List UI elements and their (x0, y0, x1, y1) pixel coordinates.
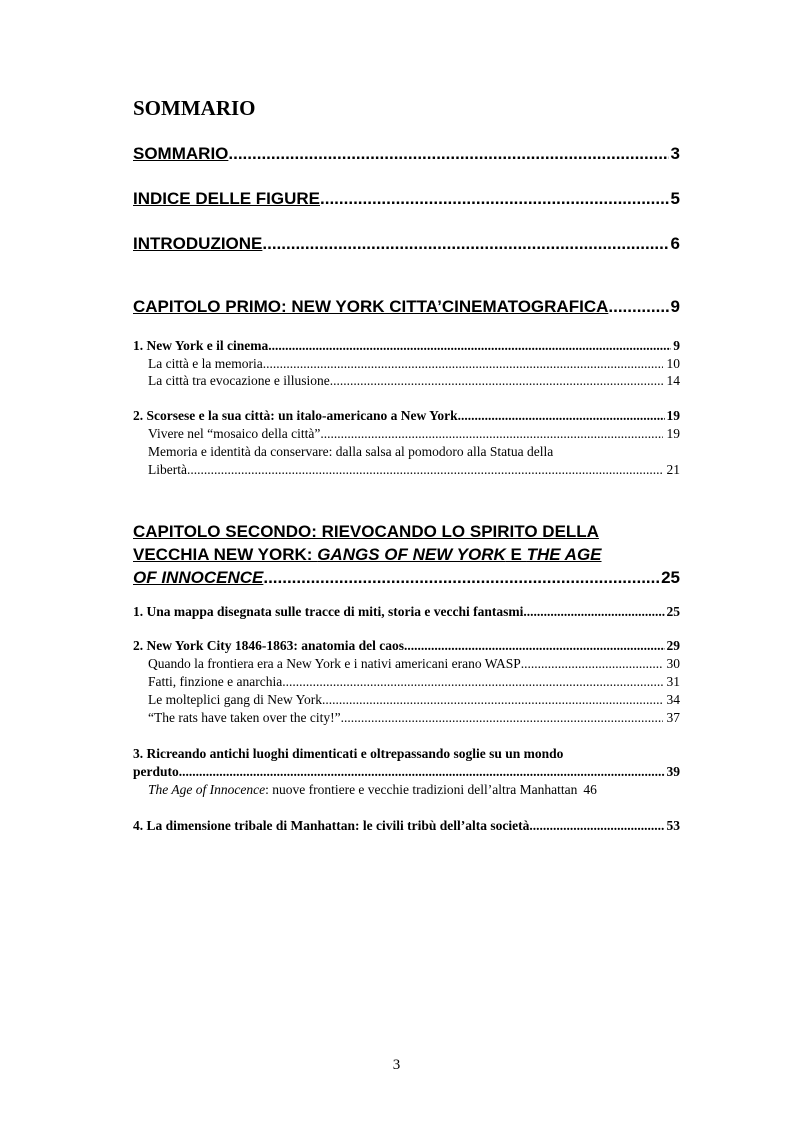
toc-entry-title: La città tra evocazione e illusione (148, 373, 330, 388)
toc-entry-page: 39 (666, 764, 680, 779)
toc-leader-dots (322, 692, 663, 708)
toc-entry-title: perduto (133, 764, 179, 779)
toc-entry-subsection[interactable] (133, 656, 680, 672)
toc-entry-subsection[interactable] (133, 674, 680, 690)
toc-entry-title: 4. La dimensione tribale di Manhattan: le civili tribù dell’alta società (133, 818, 530, 833)
toc-entry-title: Fatti, finzione e anarchia (148, 674, 283, 689)
toc-entry-page: 34 (666, 692, 680, 707)
toc-entry-page: 29 (666, 638, 680, 653)
toc-entry-section-continuation[interactable] (133, 764, 680, 780)
toc-entry-title-italic: GANGS OF NEW YORK (317, 545, 506, 564)
toc-entry-page: 30 (666, 656, 680, 671)
toc-entry-section[interactable] (133, 408, 680, 424)
toc-leader-dots (282, 674, 662, 690)
toc-entry-title-italic: OF INNOCENCE (133, 568, 264, 587)
toc-entry-sommario[interactable] (133, 144, 680, 164)
toc-entry-page: 19 (666, 408, 680, 423)
toc-leader-dots (262, 234, 668, 254)
toc-entry-title: “The rats have taken over the city!” (148, 710, 341, 725)
toc-entry-title: Le molteplici gang di New York (148, 692, 322, 707)
toc-entry-page: 46 (583, 782, 597, 797)
toc-leader-dots (263, 568, 659, 588)
toc-entry-page: 9 (673, 338, 680, 353)
toc-entry-title-line: 3. Ricreando antichi luoghi dimenticati e oltrepassando soglie su un mondo (133, 746, 564, 761)
toc-entry-page: 19 (666, 426, 680, 441)
toc-leader-dots (320, 189, 669, 209)
toc-entry-title: 2. Scorsese e la sua città: un italo-americano a New York (133, 408, 458, 423)
toc-entry-title: 1. Una mappa disegnata sulle tracce di miti, storia e vecchi fantasmi. (133, 604, 527, 619)
toc-leader-dots (179, 764, 665, 780)
toc-entry-page: 37 (666, 710, 680, 725)
toc-entry-subsection[interactable] (133, 782, 680, 798)
toc-entry-title-line: VECCHIA NEW YORK: (133, 545, 318, 564)
toc-entry-title-italic: The Age of Innocence (148, 782, 266, 797)
toc-entry-title: Quando la frontiera era a New York e i nativi americani erano WASP (148, 656, 521, 671)
toc-leader-dots (608, 297, 668, 317)
toc-leader-dots (228, 144, 668, 164)
toc-entry-title-italic: THE AGE (526, 545, 602, 564)
toc-entry-section[interactable] (133, 604, 680, 620)
toc-entry-title: La città e la memoria (148, 356, 263, 371)
toc-entry-page: 10 (666, 356, 680, 371)
toc-entry-subsection[interactable] (133, 710, 680, 726)
toc-leader-dots (330, 373, 663, 389)
toc-leader-dots (404, 638, 665, 654)
toc-leader-dots (527, 604, 665, 620)
toc-entry-page: 5 (670, 189, 680, 208)
page-number: 3 (392, 1057, 401, 1073)
toc-entry-title (133, 568, 263, 588)
toc-entry-title-line: E (505, 545, 527, 564)
toc-entry-subsection-multiline[interactable] (133, 444, 680, 460)
toc-entry-title: 2. New York City 1846-1863: anatomia del caos (133, 638, 404, 653)
toc-entry-title: INDICE DELLE FIGURE (133, 189, 321, 208)
toc-entry-subsection-continuation[interactable] (133, 462, 680, 478)
toc-leader-dots (458, 408, 665, 424)
toc-entry-page: 9 (670, 297, 680, 316)
toc-entry-title: 1. New York e il cinema (133, 338, 269, 353)
toc-leader-dots (341, 710, 663, 726)
toc-entry-title-rest: : nuove frontiere e vecchie tradizioni dell’altra Manhattan (265, 782, 578, 797)
toc-entry-title: CAPITOLO PRIMO: NEW YORK CITTA’CINEMATOGRAFICA (133, 297, 609, 316)
toc-leader-dots (521, 656, 663, 672)
toc-entry-subsection[interactable] (133, 373, 680, 389)
toc-leader-dots (529, 818, 664, 834)
toc-entry-introduzione[interactable] (133, 234, 680, 254)
toc-entry-indice-delle-figure[interactable] (133, 189, 680, 209)
toc-entry-capitolo-primo[interactable] (133, 297, 680, 317)
toc-leader-dots (263, 356, 663, 372)
toc-entry-section[interactable] (133, 338, 680, 354)
toc-leader-dots (187, 462, 663, 478)
toc-entry-page: 3 (670, 144, 680, 163)
toc-entry-subsection[interactable] (133, 356, 680, 372)
toc-leader-dots (320, 426, 662, 442)
toc-entry-page: 25 (661, 568, 680, 587)
toc-entry-capitolo-secondo-continuation[interactable] (133, 568, 680, 588)
page-title: SOMMARIO (133, 96, 256, 120)
toc-entry-title: Libertà (148, 462, 187, 477)
toc-entry-title (148, 782, 577, 798)
toc-entry-capitolo-secondo[interactable] (133, 522, 680, 565)
toc-entry-section-multiline[interactable] (133, 746, 680, 762)
toc-entry-subsection[interactable] (133, 426, 680, 442)
toc-entry-page: 31 (666, 674, 680, 689)
toc-entry-subsection[interactable] (133, 692, 680, 708)
toc-entry-page: 25 (666, 604, 680, 619)
toc-entry-section[interactable] (133, 638, 680, 654)
toc-entry-title-line: Memoria e identità da conservare: dalla salsa al pomodoro alla Statua della (148, 444, 554, 459)
toc-entry-page: 6 (670, 234, 680, 253)
toc-entry-section[interactable] (133, 818, 680, 834)
toc-entry-page: 53 (666, 818, 680, 833)
toc-entry-title-line: CAPITOLO SECONDO: RIEVOCANDO LO SPIRITO DELLA (133, 522, 599, 541)
toc-entry-title: SOMMARIO (133, 144, 229, 163)
toc-entry-title: Vivere nel “mosaico della città” (148, 426, 321, 441)
toc-entry-title: INTRODUZIONE (133, 234, 263, 253)
toc-entry-page: 14 (666, 373, 680, 388)
toc-leader-dots (268, 338, 671, 354)
toc-entry-page: 21 (666, 462, 680, 477)
